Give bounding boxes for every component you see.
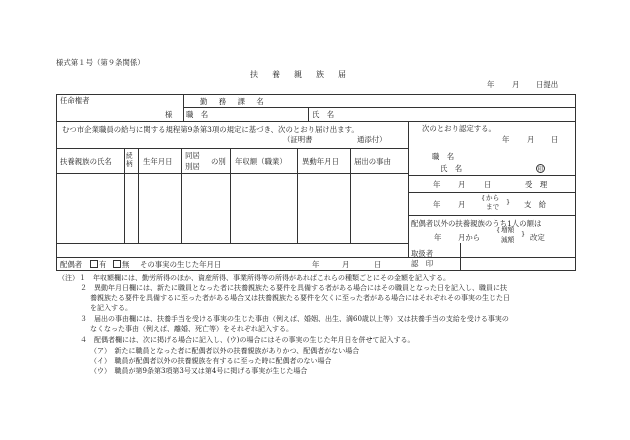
declaration: むつ市企業職員の給与に関する規程第9条第3項の規定に基づき、次のとおり届け出ます。 [62, 125, 359, 134]
submit-month: 月 [512, 80, 520, 89]
change-decrease: 減額 [501, 236, 515, 244]
col-birthdate: 生年月日 [143, 157, 173, 166]
received-month: 月 [458, 180, 466, 189]
note-1: （注）１ 年収額欄には、勤労所得のほか、資産所得、事業所得等の所得があればこれらの種類ごとにその金額を記入する。 [58, 274, 450, 282]
note-3a: ３ 届出の事由欄には、扶養手当を受ける事実の生じた事由（例えば、婚姻、出生、満60歳以上等）又は扶養手当の支給を受ける事実の [80, 315, 509, 323]
col-income: 年収額（職業） [235, 157, 287, 166]
spouse-day: 日 [374, 260, 382, 269]
note-2c: を記入する。 [90, 304, 132, 312]
form-id: 様式第１号（第９条関係） [56, 58, 145, 67]
spouse-yes-checkbox[interactable] [90, 260, 98, 268]
change-label: 改定 [530, 233, 545, 242]
note-4c: （ウ） 職員が第9条第3項第3号又は第4号に掲げる事実が生じた場合 [90, 367, 308, 375]
approver-name-label: 氏 名 [440, 164, 463, 173]
spouse-date-label: その事実の生じた年月日 [140, 260, 222, 269]
note-4a: （ア） 新たに職員となった者に配偶者以外の扶養親族がありかつ、配偶者がない場合 [90, 347, 360, 355]
col-cohabit: 同居 [185, 151, 200, 160]
note-4: ４ 配偶者欄には、次に掲げる場合に記入し、(ウ)の場合にはその事実の生じた年月日を併せて記入する。 [80, 336, 415, 344]
note-2b: 養親族たる要件を具備するに至った者がある場合又は扶養親族たる要件を欠くに至った者がある場合にはそれぞれその事実の生じた日 [90, 294, 510, 302]
spouse-no-label: 無 [122, 260, 130, 269]
approve-month: 月 [527, 135, 535, 144]
approve-day: 日 [551, 135, 559, 144]
workplace-label: 勤 務 課 名 [200, 97, 266, 106]
submit-year: 年 [487, 80, 495, 89]
note-3b: なくなった事由（例えば、離婚、死亡等）をそれぞれ記入する。 [90, 325, 293, 333]
cert-attached: 通添付） [357, 135, 387, 144]
note-2a: ２ 異動年月日欄には、新たに職員となった者に扶養親族たる要件を具備する者がある場合にはその職員となった日を記入し、職員に扶 [80, 284, 507, 292]
spouse-label: 配偶者 [60, 260, 83, 269]
change-month: 月から [458, 233, 481, 242]
pay-year: 年 [433, 200, 441, 209]
spouse-no-checkbox[interactable] [113, 260, 121, 268]
col-relationship: 続柄 [126, 152, 133, 168]
approver-title-label: 職 名 [432, 152, 455, 161]
form-title: 扶 養 親 族 届 [250, 70, 349, 79]
appointer-suffix: 様 [165, 110, 173, 119]
col-reason: 届出の事由 [354, 157, 391, 166]
spouse-yes[interactable] [90, 260, 106, 269]
approve-year: 年 [502, 135, 510, 144]
pay-label: 支 給 [524, 200, 547, 209]
pay-until: まで [486, 203, 500, 211]
approve-text: 次のとおり認定する。 [422, 124, 496, 133]
pay-from: から [486, 194, 500, 202]
cert-label: （証明書 [283, 135, 313, 144]
submit-day: 日提出 [536, 80, 559, 89]
col-separate: 別居 [185, 162, 200, 171]
spouse-no[interactable] [113, 260, 129, 269]
title-name-label: 職 名 [186, 110, 209, 119]
handler-seal-label: 認 印 [411, 259, 434, 268]
spouse-month: 月 [342, 260, 350, 269]
change-year: 年 [434, 233, 442, 242]
note-4b: （イ） 職員が配偶者以外の扶養親族を有するに至った時に配偶者のない場合 [90, 357, 332, 365]
received-day: 日 [484, 180, 492, 189]
col-distinction: の別 [211, 157, 226, 166]
spouse-yes-label: 有 [99, 260, 107, 269]
non-spouse-label: 配偶者以外の扶養親族のうち1人の額は [411, 219, 542, 228]
received-label: 受 理 [525, 180, 548, 189]
col-change-date: 異動年月日 [302, 157, 339, 166]
change-increase: 増額 [501, 226, 515, 234]
name-label: 氏 名 [312, 110, 335, 119]
spouse-year: 年 [312, 260, 320, 269]
appointer-label: 任命権者 [60, 96, 90, 105]
seal-mark: 印 [537, 166, 544, 173]
handler-label: 取扱者 [411, 249, 434, 258]
received-year: 年 [433, 180, 441, 189]
col-dependent-name: 扶養親族の氏名 [60, 157, 112, 166]
pay-month: 月 [458, 200, 466, 209]
